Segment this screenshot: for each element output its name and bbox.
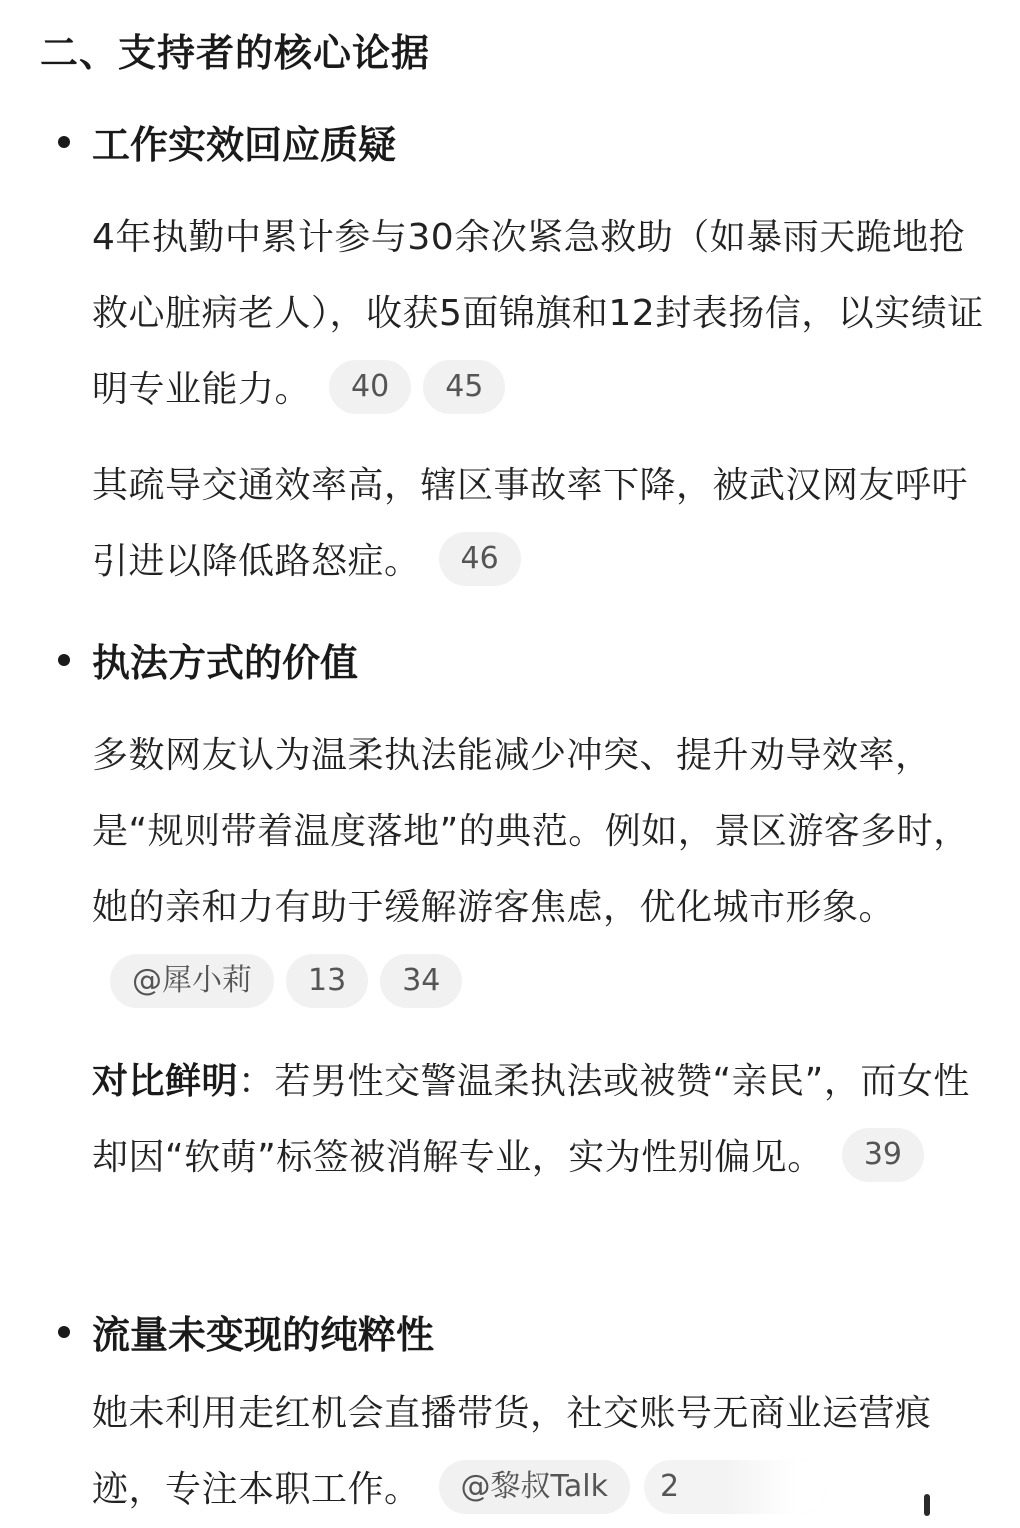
bullet-heading-enforcement-value (58, 632, 358, 687)
bullet-dot-icon (58, 136, 70, 148)
paragraph-text: 其疏导交通效率高，辖区事故率下降，被武汉网友呼吁引进以降低路怒症。 (92, 465, 969, 582)
paragraph-text: 4年执勤中累计参与30余次紧急救助（如暴雨天跪地抢救心脏病老人），收获5面锦旗和12封表扬信，以实绩证明专业能力。 (92, 217, 984, 410)
bullet-heading-work-results (58, 114, 396, 169)
citation-chip-truncated[interactable]: 2 (644, 1460, 826, 1514)
paragraph-text: 她未利用走红机会直播带货，社交账号无商业运营痕迹，专注本职工作。 (92, 1393, 932, 1510)
paragraph-rescue-record (92, 200, 987, 428)
paragraph-text: ：若男性交警温柔执法或被赞“亲民”，而女性却因“软萌”标签被消解专业，实为性别偏见。 (92, 1061, 970, 1178)
bullet-dot-icon (58, 1326, 70, 1338)
paragraph-no-livestream (92, 1376, 987, 1528)
citation-chip[interactable]: 46 (439, 532, 521, 586)
scroll-handle[interactable] (924, 1494, 930, 1516)
source-chip-li-shu-talk[interactable]: @黎叔Talk (439, 1460, 630, 1514)
section-title: 二、支持者的核心论据 (40, 31, 431, 75)
bullet-dot-icon (58, 654, 70, 666)
citation-chip[interactable]: 13 (286, 954, 368, 1008)
paragraph-traffic-efficiency (92, 448, 987, 600)
bullet-heading-text: 执法方式的价值 (92, 641, 359, 685)
citation-chip[interactable]: 34 (380, 954, 462, 1008)
bullet-heading-text: 流量未变现的纯粹性 (92, 1313, 435, 1357)
citation-chip[interactable]: 39 (842, 1128, 924, 1182)
source-chip-xi-xiao-li[interactable]: @犀小莉 (110, 954, 274, 1008)
bullet-heading-no-monetization (58, 1304, 434, 1359)
bullet-heading-text: 工作实效回应质疑 (92, 123, 397, 167)
emphasis-label: 对比鲜明 (92, 1061, 239, 1102)
paragraph-text: 多数网友认为温柔执法能减少冲突、提升劝导效率，是“规则带着温度落地”的典范。例如，景区游客多时，她的亲和力有助于缓解游客焦虑，优化城市形象。 (92, 735, 970, 928)
paragraph-gender-contrast (92, 1044, 987, 1196)
paragraph-gentle-enforcement (92, 718, 987, 1022)
citation-chip[interactable]: 45 (423, 360, 505, 414)
citation-chip[interactable]: 40 (329, 360, 411, 414)
